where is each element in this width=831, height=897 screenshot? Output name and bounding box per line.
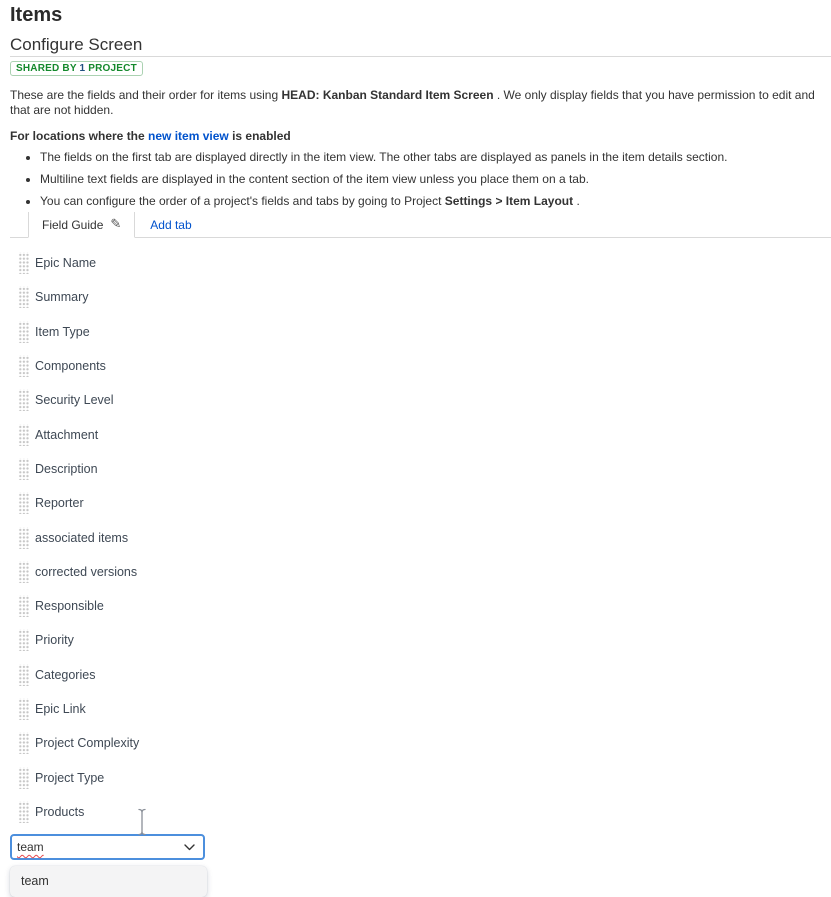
field-row xyxy=(10,589,831,623)
field-row xyxy=(10,726,831,760)
drag-handle-icon[interactable] xyxy=(18,492,29,514)
drag-handle-icon[interactable] xyxy=(18,732,29,754)
field-label: Attachment xyxy=(35,427,99,442)
field-label: Project Type xyxy=(35,770,105,785)
tab-bar xyxy=(10,212,831,238)
note-bold: Settings > Item Layout xyxy=(444,194,574,208)
field-label: Summary xyxy=(35,290,89,305)
locations-after: is enabled xyxy=(228,129,291,143)
note-item: • The fields on the first tab are displayed directly in the item view. The other tabs are displayed as panels in the item details section. xyxy=(40,150,831,165)
drag-handle-icon[interactable] xyxy=(18,458,29,480)
field-row xyxy=(10,349,831,383)
field-row xyxy=(10,760,831,794)
field-label: Item Type xyxy=(35,324,90,339)
add-tab-link[interactable]: Add tab xyxy=(150,218,192,232)
intro-text xyxy=(10,88,831,118)
section-title: Configure Screen xyxy=(10,35,143,54)
field-row xyxy=(10,417,831,451)
note-item xyxy=(40,194,831,209)
field-row xyxy=(10,280,831,314)
page-title: Items xyxy=(10,4,63,26)
drag-handle-icon[interactable] xyxy=(18,389,29,411)
drag-handle-icon[interactable] xyxy=(18,286,29,308)
field-label: Project Complexity xyxy=(35,736,140,751)
field-label: Categories xyxy=(35,667,96,682)
edit-tab-icon[interactable]: ✎ xyxy=(110,216,122,231)
field-label: Reporter xyxy=(35,496,84,511)
section-header xyxy=(10,36,831,57)
field-list xyxy=(10,246,831,829)
badge-suffix: PROJECT xyxy=(88,63,137,74)
field-label: Epic Name xyxy=(35,256,97,271)
field-label: associated items xyxy=(35,530,129,545)
field-row xyxy=(10,555,831,589)
field-row xyxy=(10,486,831,520)
drag-handle-icon[interactable] xyxy=(18,801,29,823)
field-label: Responsible xyxy=(35,599,104,614)
drag-handle-icon[interactable] xyxy=(18,355,29,377)
drag-handle-icon[interactable] xyxy=(18,698,29,720)
badge-count[interactable]: 1 xyxy=(79,63,86,74)
tab-field-guide[interactable] xyxy=(28,212,135,238)
field-row xyxy=(10,692,831,726)
notes-list xyxy=(10,150,831,209)
field-row xyxy=(10,795,831,829)
drag-handle-icon[interactable] xyxy=(18,527,29,549)
drag-handle-icon[interactable] xyxy=(18,767,29,789)
drag-handle-icon[interactable] xyxy=(18,424,29,446)
configure-screen-page xyxy=(0,3,831,889)
drag-handle-icon[interactable] xyxy=(18,664,29,686)
field-label: Description xyxy=(35,461,98,476)
field-dropdown xyxy=(10,866,207,897)
note-item: • Multiline text fields are displayed in the content section of the item view unless you place them on a tab. xyxy=(40,172,831,187)
field-select[interactable] xyxy=(10,834,205,860)
field-label: corrected versions xyxy=(35,564,138,579)
badge-prefix: SHARED BY xyxy=(16,63,77,74)
field-label: Priority xyxy=(35,633,74,648)
field-label: Epic Link xyxy=(35,702,86,716)
field-row xyxy=(10,315,831,349)
field-label: Components xyxy=(35,359,106,374)
drag-handle-icon[interactable] xyxy=(18,595,29,617)
drag-handle-icon[interactable] xyxy=(18,252,29,274)
drag-handle-icon[interactable] xyxy=(18,629,29,651)
intro-before: These are the fields and their order for items using xyxy=(10,88,282,102)
field-row xyxy=(10,383,831,417)
field-row xyxy=(10,623,831,657)
locations-line xyxy=(10,129,831,144)
dropdown-option[interactable]: team xyxy=(21,874,49,889)
drag-handle-icon[interactable] xyxy=(18,561,29,583)
locations-before: For locations where the xyxy=(10,129,149,143)
field-row xyxy=(10,658,831,692)
field-row xyxy=(10,246,831,280)
shared-by-badge[interactable] xyxy=(10,61,143,76)
tab-label: Field Guide xyxy=(42,217,104,232)
drag-handle-icon[interactable] xyxy=(18,321,29,343)
field-row xyxy=(10,452,831,486)
field-label: Security Level xyxy=(35,393,114,408)
note-before: You can configure the order of a project's fields and tabs by going to Project xyxy=(40,194,445,208)
field-row xyxy=(10,520,831,554)
new-item-view-link[interactable]: new item view xyxy=(148,129,229,143)
field-label: Products xyxy=(35,804,85,819)
note-after: . xyxy=(573,194,580,208)
intro-after: . We only display fields that you have permission to edit and that are not hidden. xyxy=(10,88,815,117)
chevron-down-icon xyxy=(184,844,195,851)
field-select-value: team xyxy=(17,840,44,855)
screen-name: HEAD: Kanban Standard Item Screen xyxy=(281,88,494,102)
